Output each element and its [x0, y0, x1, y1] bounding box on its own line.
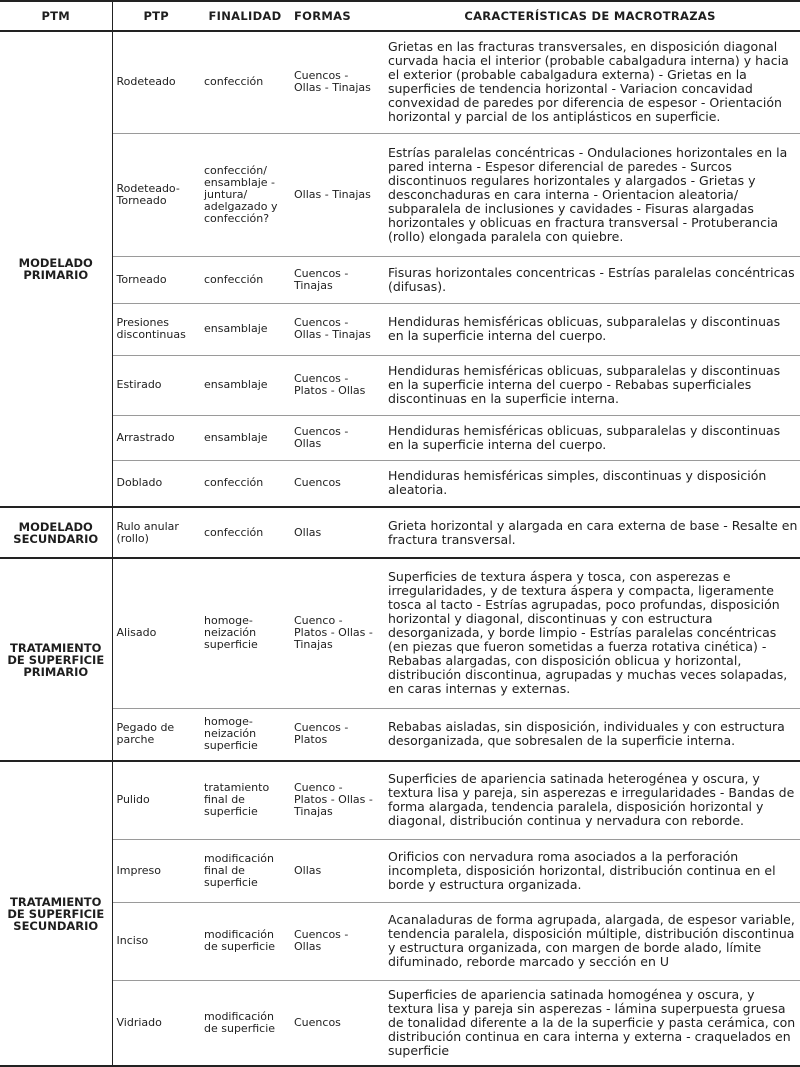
group-modelado-primario: MODELADO PRIMARIO [0, 31, 112, 507]
table-row [0, 303, 800, 355]
header-row [0, 1, 800, 31]
caracteristicas-cell: Hendiduras hemisféricas oblicuas, subparalelas y discontinuas en la superficie interna del cuerpo. [380, 303, 800, 355]
group-tratamiento-primario: TRATAMIENTO DE SUPERFICIE PRIMARIO [0, 558, 112, 761]
ptp-cell: Estirado [112, 355, 200, 415]
group-modelado-secundario: MODELADO SECUNDARIO [0, 507, 112, 558]
ptp-cell: Rulo anular (rollo) [112, 507, 200, 558]
formas-cell: Cuencos - Ollas [290, 902, 380, 980]
caracteristicas-cell: Superficies de apariencia satinada homogénea y oscura, y textura lisa y pareja sin asperezas - lámina superpuesta gruesa de tonalidad diferente a la de la superficie y pasta cerámica, con distribución continua en cara interna y externa - craquelados en superficie [380, 980, 800, 1066]
header-ptm: PTM [0, 1, 112, 31]
caracteristicas-cell: Fisuras horizontales concentricas - Estrías paralelas concéntricas (difusas). [380, 256, 800, 303]
formas-cell: Ollas - Tinajas [290, 133, 380, 256]
formas-cell: Cuencos - Ollas - Tinajas [290, 303, 380, 355]
header-finalidad: FINALIDAD [200, 1, 290, 31]
table-row [0, 355, 800, 415]
header-ptp: PTP [112, 1, 200, 31]
formas-cell: Cuencos [290, 460, 380, 507]
ptp-cell: Rodeteado-Torneado [112, 133, 200, 256]
finalidad-cell: confección [200, 507, 290, 558]
caracteristicas-cell: Orificios con nervadura roma asociados a la perforación incompleta, disposición horizontal, distribución continua en el borde y estructura organizada. [380, 839, 800, 902]
ptp-cell: Vidriado [112, 980, 200, 1066]
caracteristicas-cell: Hendiduras hemisféricas oblicuas, subparalelas y discontinuas en la superficie interna del cuerpo. [380, 415, 800, 460]
finalidad-cell: confección/ ensamblaje -juntura/ adelgazado y confección? [200, 133, 290, 256]
caracteristicas-cell: Acanaladuras de forma agrupada, alargada, de espesor variable, tendencia paralela, disposición múltiple, distribución discontinua y estructura organizada, con margen de borde alado, límite difuminado, reborde marcado y sección en U [380, 902, 800, 980]
table-row [0, 708, 800, 761]
formas-cell: Ollas [290, 507, 380, 558]
formas-cell: Cuencos - Tinajas [290, 256, 380, 303]
finalidad-cell: modificación final de superficie [200, 839, 290, 902]
ptp-cell: Inciso [112, 902, 200, 980]
finalidad-cell: homoge-neización superficie [200, 558, 290, 708]
formas-cell: Cuencos - Platos [290, 708, 380, 761]
formas-cell: Cuenco - Platos - Ollas - Tinajas [290, 558, 380, 708]
table-row [0, 761, 800, 839]
table-row [0, 558, 800, 708]
finalidad-cell: ensamblaje [200, 415, 290, 460]
finalidad-cell: confección [200, 31, 290, 133]
table-row [0, 980, 800, 1066]
ptp-cell: Arrastrado [112, 415, 200, 460]
finalidad-cell: ensamblaje [200, 303, 290, 355]
header-caracteristicas: CARACTERÍSTICAS DE MACROTRAZAS [380, 1, 800, 31]
table-row [0, 256, 800, 303]
formas-cell: Cuenco - Platos - Ollas - Tinajas [290, 761, 380, 839]
finalidad-cell: ensamblaje [200, 355, 290, 415]
table-row [0, 415, 800, 460]
finalidad-cell: modificación de superficie [200, 902, 290, 980]
header-formas: FORMAS [290, 1, 380, 31]
table-row [0, 507, 800, 558]
formas-cell: Cuencos [290, 980, 380, 1066]
caracteristicas-cell: Grieta horizontal y alargada en cara externa de base - Resalte en fractura transversal. [380, 507, 800, 558]
formas-cell: Cuencos - Ollas - Tinajas [290, 31, 380, 133]
group-tratamiento-secundario: TRATAMIENTO DE SUPERFICIE SECUNDARIO [0, 761, 112, 1066]
caracteristicas-cell: Estrías paralelas concéntricas - Ondulaciones horizontales en la pared interna - Espesor diferencial de paredes - Surcos discontinuos regulares horizontales y alargados - Grietas y desconchaduras en cara interna - Orientacion aleatoria/ subparalela de inclusiones y cavidades - Fisuras alargadas horizontales y oblicuas en fractura transversal - Protuberancia (rollo) elongada paralela con quiebre. [380, 133, 800, 256]
ptp-cell: Presiones discontinuas [112, 303, 200, 355]
table-row [0, 460, 800, 507]
ptp-cell: Torneado [112, 256, 200, 303]
finalidad-cell: homoge-neización superficie [200, 708, 290, 761]
ptp-cell: Pulido [112, 761, 200, 839]
caracteristicas-cell: Superficies de textura áspera y tosca, con asperezas e irregularidades, y de textura áspera y compacta, ligeramente tosca al tacto - Estrías agrupadas, poco profundas, disposición horizontal y diagonal, discontinuas y con estructura desorganizada, y borde limpio - Estrías paralelas concéntricas (en piezas que fueron sometidas a fuerza rotativa cinética) - Rebabas alargadas, con disposición oblicua y horizontal, distribución discontinua, agrupadas y muchas veces solapadas, en caras internas y externas. [380, 558, 800, 708]
formas-cell: Cuencos - Platos - Ollas [290, 355, 380, 415]
table-row [0, 31, 800, 133]
caracteristicas-cell: Hendiduras hemisféricas oblicuas, subparalelas y discontinuas en la superficie interna del cuerpo - Rebabas superficiales discontinuas en la superficie interna. [380, 355, 800, 415]
ptp-cell: Rodeteado [112, 31, 200, 133]
caracteristicas-cell: Grietas en las fracturas transversales, en disposición diagonal curvada hacia el interior (probable cabalgadura interna) y hacia el exterior (probable cabalgadura externa) - Grietas en la superficies de tendencia horizontal - Variacion concavidad convexidad de paredes por diferencia de espesor - Orientación horizontal y parcial de los antiplásticos en superficie. [380, 31, 800, 133]
finalidad-cell: confección [200, 460, 290, 507]
caracteristicas-cell: Superficies de apariencia satinada heterogénea y oscura, y textura lisa y pareja, sin asperezas e irregularidades - Bandas de forma alargada, tendencia paralela, disposición horizontal y diagonal, distribución continua y nervadura con reborde. [380, 761, 800, 839]
finalidad-cell: confección [200, 256, 290, 303]
caracteristicas-cell: Rebabas aisladas, sin disposición, individuales y con estructura desorganizada, que sobresalen de la superficie interna. [380, 708, 800, 761]
finalidad-cell: tratamiento final de superficie [200, 761, 290, 839]
table-row [0, 839, 800, 902]
finalidad-cell: modificación de superficie [200, 980, 290, 1066]
table-row [0, 902, 800, 980]
formas-cell: Cuencos - Ollas [290, 415, 380, 460]
ptp-cell: Pegado de parche [112, 708, 200, 761]
ptp-cell: Alisado [112, 558, 200, 708]
formas-cell: Ollas [290, 839, 380, 902]
table-row [0, 133, 800, 256]
ptp-cell: Impreso [112, 839, 200, 902]
ptp-cell: Doblado [112, 460, 200, 507]
caracteristicas-cell: Hendiduras hemisféricas simples, discontinuas y disposición aleatoria. [380, 460, 800, 507]
